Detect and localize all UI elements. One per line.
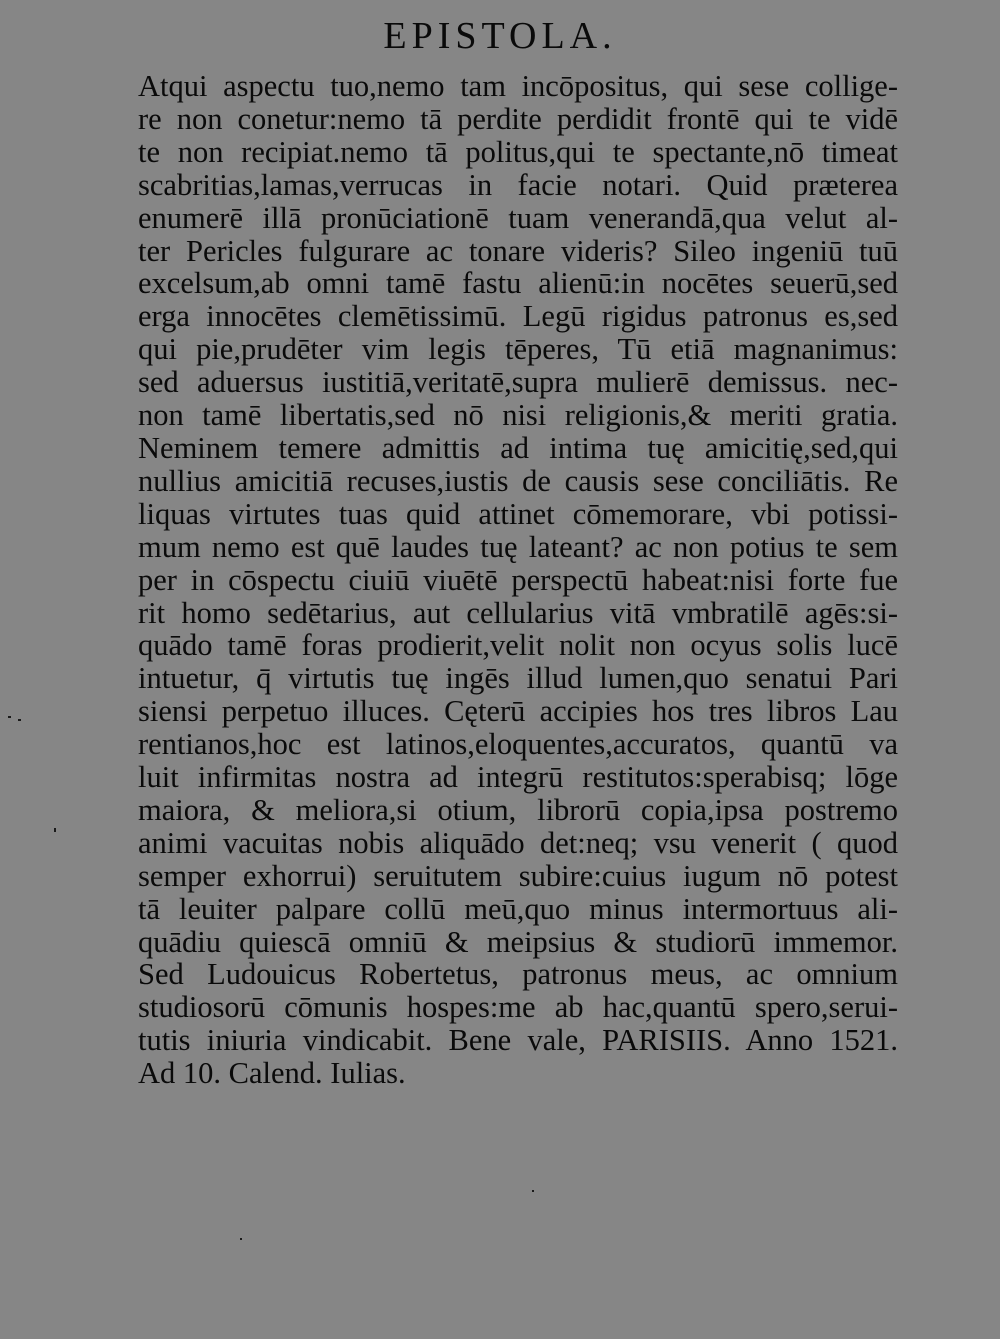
epistle-body: [138, 70, 898, 1090]
text-line: qui pie,prudēter vim legis tēperes, Tū etiā magnanimus:: [138, 332, 898, 367]
text-line: rit homo sedētarius, aut cellularius vitā vmbratilē agēs:si-: [138, 595, 898, 630]
text-line: Ad 10. Calend. Iulias.: [138, 1056, 406, 1091]
text-line: excelsum,ab omni tamē fastu alienū:in nocētes seuerū,sed: [138, 266, 898, 301]
scan-speck: [8, 716, 11, 718]
text-line: per in cōspectu ciuiū viuētē perspectū habeat:nisi forte fue: [138, 562, 898, 597]
text-line: Sed Ludouicus Robertetus, patronus meus, ac omnium: [138, 957, 898, 992]
text-line: studiosorū cōmunis hospes:me ab hac,quantū spero,serui-: [138, 990, 898, 1025]
text-line: tutis iniuria vindicabit. Bene vale, PARISIIS. Anno 1521.: [138, 1023, 898, 1058]
text-line: enumerē illā pronūciationē tuam venerandā,qua velut al-: [138, 200, 898, 235]
text-line: scabritias,lamas,verrucas in facie notari. Quid præterea: [138, 167, 898, 202]
text-line: semper exhorrui) seruitutem subire:cuius iugum nō potest: [138, 858, 898, 893]
scan-speck: [240, 1238, 242, 1240]
text-line: mum nemo est quē laudes tuę lateant? ac non potius te sem: [138, 529, 898, 564]
text-line: tā leuiter palpare collū meū,quo minus intermortuus ali-: [138, 891, 898, 926]
text-line: quādo tamē foras prodierit,velit nolit non ocyus solis lucē: [138, 628, 898, 663]
text-line: erga innocētes clemētissimū. Legū rigidus patronus es,sed: [138, 299, 898, 334]
text-line: sed aduersus iustitiā,veritatē,supra mulierē demissus. nec-: [138, 365, 898, 400]
scan-speck: [532, 1190, 534, 1192]
text-line: rentianos,hoc est latinos,eloquentes,accuratos, quantū va: [138, 727, 898, 762]
text-line: te non recipiat.nemo tā politus,qui te spectante,nō timeat: [138, 134, 898, 169]
text-line: quādiu quiescā omniū & meipsius & studiorū immemor.: [138, 924, 898, 959]
text-line: animi vacuitas nobis aliquādo det:neq; vsu venerit ( quod: [138, 825, 898, 860]
text-line: intuetur, q̄ virtutis tuę ingēs illud lumen,quo senatui Pari: [138, 661, 898, 696]
text-line: siensi perpetuo illuces. Cęterū accipies hos tres libros Lau: [138, 694, 898, 729]
text-line: ter Pericles fulgurare ac tonare videris? Sileo ingeniū tuū: [138, 233, 898, 268]
text-line: luit infirmitas nostra ad integrū restitutos:sperabisq; lōge: [138, 760, 898, 795]
text-line: maiora, & meliora,si otium, librorū copia,ipsa postremo: [138, 792, 898, 827]
scan-speck: [18, 719, 21, 721]
text-line: non tamē libertatis,sed nō nisi religionis,& meriti gratia.: [138, 398, 898, 433]
text-line: liquas virtutes tuas quid attinet cōmemorare, vbi potissi-: [138, 496, 898, 531]
page-header: EPISTOLA.: [383, 15, 617, 57]
text-line: nullius amicitiā recuses,iustis de causis sese conciliātis. Re: [138, 463, 898, 498]
text-line: Neminem temere admittis ad intima tuę amicitię,sed,qui: [138, 430, 898, 465]
text-line: Atqui aspectu tuo,nemo tam incōpositus, qui sese collige-: [138, 69, 898, 103]
scan-speck: [54, 828, 56, 832]
text-line: re non conetur:nemo tā perdite perdidit frontē qui te vidē: [138, 101, 898, 136]
